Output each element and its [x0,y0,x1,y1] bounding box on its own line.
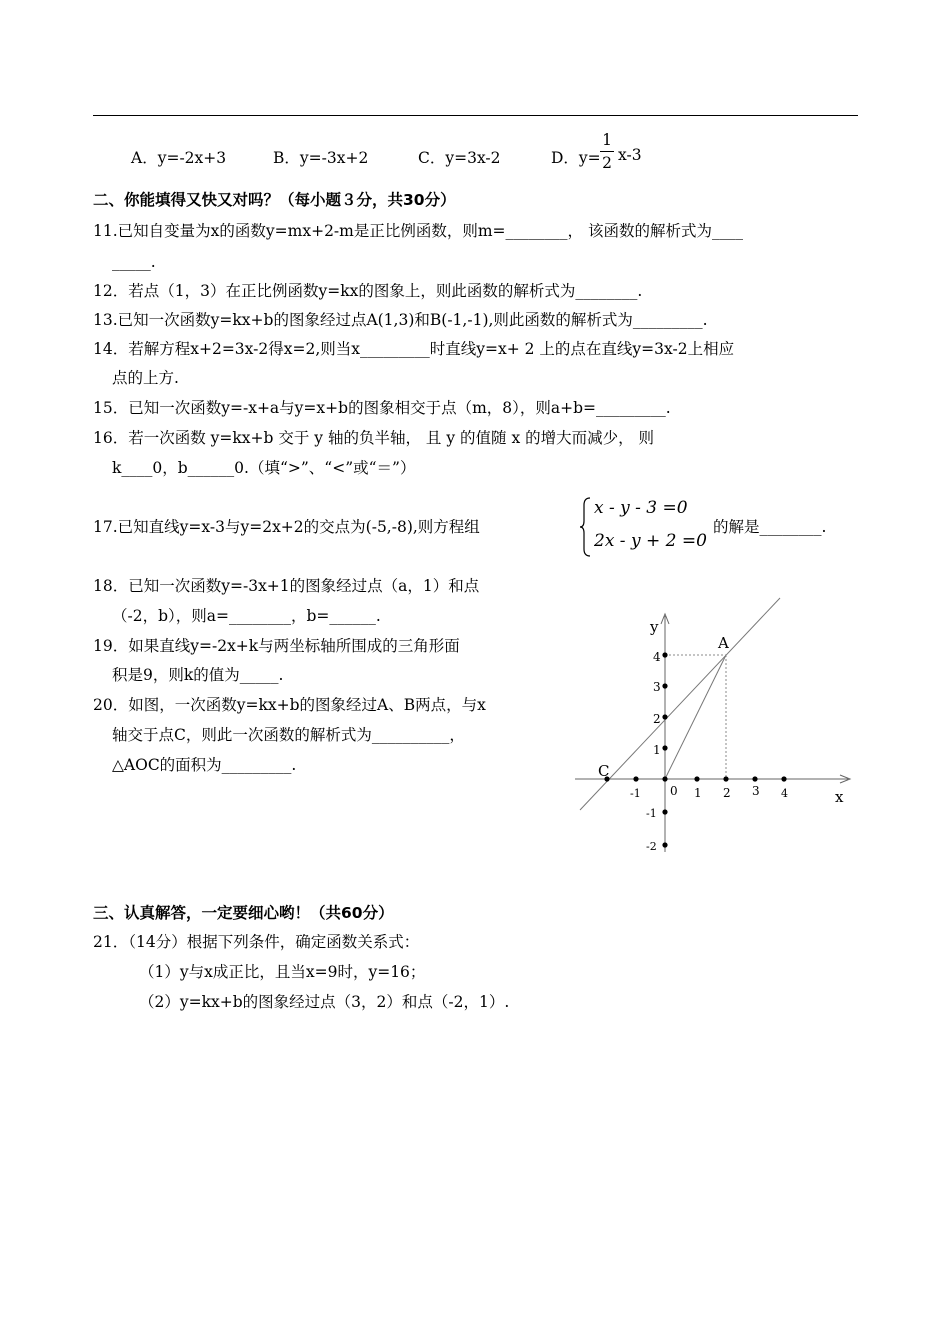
q19-line2: 积是9，则k的值为_____. [112,666,284,684]
q18-line2: （-2，b），则a=________，b=______. [112,607,381,625]
fraction-denominator: 2 [602,154,612,172]
q16-line2: k____0，b______0.（填“>”、“<”或“＝”） [112,459,416,477]
point-a-label: A [718,634,729,652]
section2-title: 二、你能填得又快又对吗？（每小题３分，共30分） [93,191,456,209]
q20-line1: 20．如图，一次函数y=kx+b的图象经过A、B两点，与x [93,696,486,714]
point-x-1 [694,776,699,781]
system-brace [579,497,591,557]
q20-line2: 轴交于点C，则此一次函数的解析式为__________， [112,726,465,744]
q11-line1: 11.已知自变量为x的函数y=mx+2-m是正比例函数，则m=________， 该函数的解析式为____ [93,222,743,240]
q21-part1: （1）y与x成正比，且当x=9时，y=16； [139,963,426,981]
q17-suffix: 的解是________. [713,518,827,536]
y-tick-label-1: 1 [653,743,661,757]
option-c: C．y=3x-2 [418,149,501,167]
y-tick-label-2: 2 [653,712,661,726]
q16-line1: 16．若一次函数 y=kx+b 交于 y 轴的负半轴， 且 y 的值随 x 的增大而减少， 则 [93,429,655,447]
point-y-minus1 [662,809,667,814]
option-d-fraction [600,130,614,173]
y-tick-label-3: 3 [653,680,661,694]
point-x-3 [752,776,757,781]
system-equation-2: 2x - y + 2 =0 [594,531,707,551]
x-tick-label-3: 3 [752,784,760,798]
q21-part2: （2）y=kx+b的图象经过点（3，2）和点（-2，1）. [139,993,510,1011]
q18-line1: 18．已知一次函数y=-3x+1的图象经过点（a，1）和点 [93,577,480,595]
q17-prefix: 17.已知直线y=x-3与y=2x+2的交点为(-5,-8),则方程组 [93,518,480,536]
y-tick-label-minus1: -1 [646,807,657,820]
section3-title: 三、认真解答，一定要细心哟！（共60分） [93,904,394,922]
point-origin [662,776,667,781]
y-tick-label-minus2: -2 [646,840,657,853]
line-ab [580,598,780,810]
point-y-minus2 [662,842,667,847]
point-x-4 [781,776,786,781]
q12-text: 12．若点（1，3）在正比例函数y=kx的图象上，则此函数的解析式为________. [93,282,643,300]
q11-line2: _____. [112,253,156,271]
fraction-bar [600,151,614,152]
x-tick-label-1: 1 [694,786,702,800]
option-b: B．y=-3x+2 [273,149,369,167]
point-x-2 [723,776,728,781]
x-tick-label-2: 2 [723,786,731,800]
option-a: A．y=-2x+3 [131,149,227,167]
x-tick-label-4: 4 [781,787,788,800]
q19-line1: 19．如果直线y=-2x+k与两坐标轴所围成的三角形面 [93,637,460,655]
y-tick-label-4: 4 [653,650,661,664]
option-d-prefix: D．y= [551,149,601,167]
y-axis-label: y [650,618,659,636]
point-y-2 [662,714,667,719]
point-y-1 [662,745,667,750]
point-y-4 [662,652,667,657]
q21-stem: 21．（14分）根据下列条件，确定函数关系式： [93,933,420,951]
q20-line3: △AOC的面积为_________. [112,756,297,774]
q14-line1: 14．若解方程x+2=3x-2得x=2,则当x_________时直线y=x+ 2 上的点在直线y=3x-2上相应 [93,340,735,358]
x-tick-label-minus1: -1 [630,787,641,800]
point-y-3 [662,683,667,688]
segment-oa [665,655,726,779]
q13-text: 13.已知一次函数y=kx+b的图象经过点A(1,3)和B(-1,-1),则此函数的解析式为_________. [93,311,708,329]
x-axis-label: x [835,788,844,806]
header-rule [93,115,858,116]
q14-line2: 点的上方. [112,369,179,387]
fraction-numerator: 1 [602,131,612,149]
coordinate-graph [570,590,860,860]
point-c-label: C [598,762,610,780]
point-x-minus1 [633,776,638,781]
option-d-suffix: x-3 [618,146,642,164]
origin-label: 0 [670,784,678,798]
system-equation-1: x - y - 3 =0 [594,498,688,518]
q15-text: 15．已知一次函数y=-x+a与y=x+b的图象相交于点（m，8），则a+b=_________. [93,399,671,417]
